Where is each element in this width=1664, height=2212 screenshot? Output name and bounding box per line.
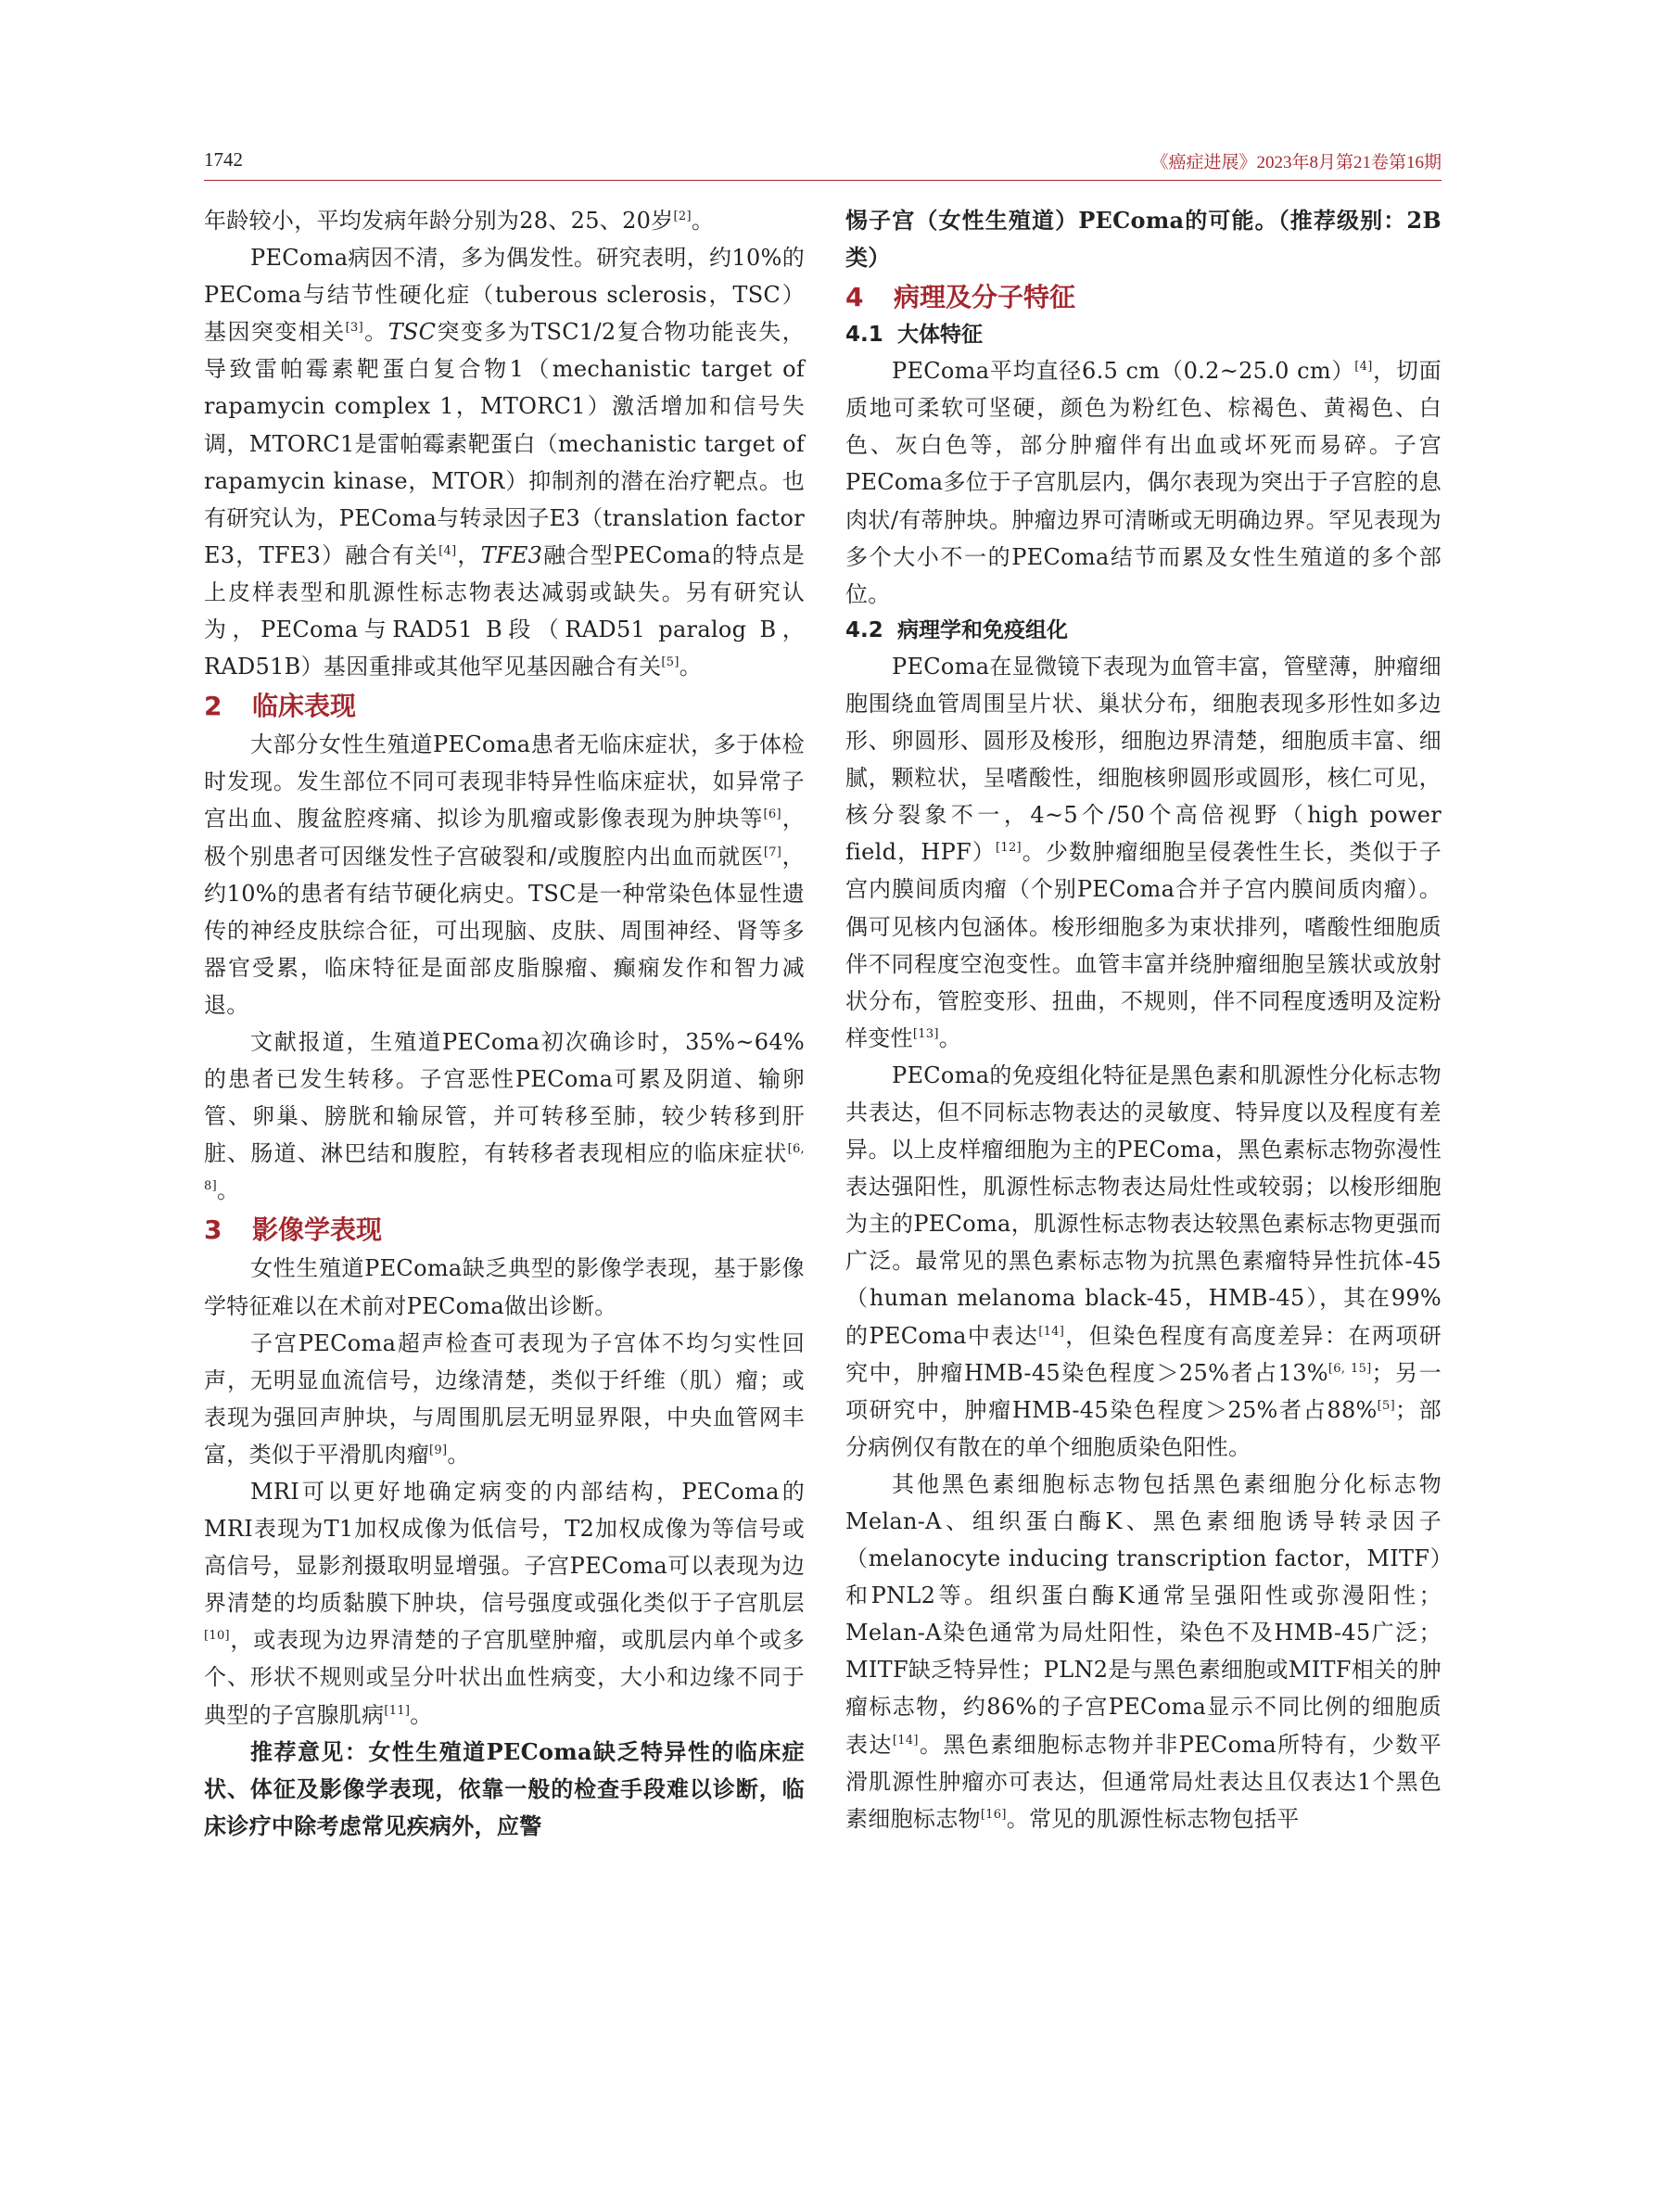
citation: [4] [438, 543, 457, 558]
citation: [6, 15] [1327, 1361, 1372, 1376]
citation: [4] [1354, 360, 1373, 375]
citation: [2] [673, 210, 692, 223]
recommendation-paragraph-continued: 惕子宫（女性生殖道）PEComa的可能。（推荐级别：2B类） [845, 207, 1442, 272]
citation: [10] [204, 1629, 230, 1644]
citation: [11] [384, 1703, 411, 1718]
paragraph: 其他黑色素细胞标志物包括黑色素细胞分化标志物Melan-A、组织蛋白酶K、黑色素细胞诱导转录因子（melanocyte inducing transcription factor，MITF）和PNL2等。组织蛋白酶K通常呈强阳性或弥漫阳性；Melan-A染色通常为局灶阳性，染色不及HMB-45广泛；MITF缺乏特异性；PLN2是与黑色素细胞或MITF相关的肿瘤标志物，约86%的子宫PEComa显示不同比例的细胞质表达[14]。黑色素细胞标志物并非PEComa所特有，少数平滑肌源性肿瘤亦可表达，但通常局灶表达且仅表达1个黑色素细胞标志物[16]。常见的肌源性标志物包括平 [845, 1470, 1442, 1832]
gene-name: TFE3 [480, 541, 543, 568]
recommendation-paragraph: 推荐意见：女性生殖道PEComa缺乏特异性的临床症状、体征及影像学表现，依靠一般的检查手段难以诊断，临床诊疗中除考虑常见疾病外，应警 [204, 1737, 805, 1839]
paragraph: 年龄较小，平均发病年龄分别为28、25、20岁[2]。 [204, 208, 715, 234]
citation: [5] [1377, 1398, 1395, 1413]
paragraph: PEComa的免疫组化特征是黑色素和肌源性分化标志物共表达，但不同标志物表达的灵敏度、特异度以及程度有差异。以上皮样瘤细胞为主的PEComa，黑色素标志物弥漫性表达强阳性，肌源性标志物表达局灶性或较弱；以梭形细胞为主的PEComa，肌源性标志物表达较黑色素标志物更强而广泛。最常见的黑色素标志物为抗黑色素瘤特异性抗体-45（human melanoma black-45，HMB-45），其在99%的PEComa中表达[14]，但染色程度有高度差异：在两项研究中，肿瘤HMB-45染色程度＞25%者占13%[6, 15]；另一项研究中，肿瘤HMB-45染色程度＞25%者占88%[5]；部分病例仅有散在的单个细胞质染色阳性。 [845, 1062, 1442, 1460]
left-column [204, 202, 805, 1845]
citation: [6] [763, 807, 781, 822]
right-column [845, 202, 1442, 1837]
paragraph: 子宫PEComa超声检查可表现为子宫体不均匀实性回声，无明显血流信号，边缘清楚，类似于纤维（肌）瘤；或表现为强回声肿块，与周围肌层无明显界限，中央血管网丰富，类似于平滑肌肉瘤[9]。 [204, 1329, 805, 1468]
subsection-heading: 4.1 大体特征 [845, 323, 983, 348]
page-number: 1742 [204, 148, 243, 171]
paragraph: PEComa病因不清，多为偶发性。研究表明，约10%的PEComa与结节性硬化症（tuberous sclerosis，TSC）基因突变相关[3]。TSC突变多为TSC1/2复合物功能丧失，导致雷帕霉素靶蛋白复合物1（mechanistic target of rapamycin complex 1，MTORC1）激活增加和信号失调，MTORC1是雷帕霉素靶蛋白（mechanistic target of rapamycin kinase，MTOR）抑制剂的潜在治疗靶点。也有研究认为，PEComa与转录因子E3（translation factor E3，TFE3）融合有关[4]，TFE3融合型PEComa的特点是上皮样表型和肌源性标志物表达减弱或缺失。另有研究认为，PEComa与RAD51 B段（RAD51 paralog B，RAD51B）基因重排或其他罕见基因融合有关[5]。 [204, 245, 805, 680]
gene-name: TSC [387, 319, 437, 346]
section-heading: 3 影像学表现 [204, 1214, 383, 1246]
paragraph: MRI可以更好地确定病变的内部结构，PEComa的MRI表现为T1加权成像为低信号，T2加权成像为等信号或高信号，显影剂摄取明显增强。子宫PEComa可以表现为边界清楚的均质黏膜下肿块，信号强度或强化类似于子宫肌层[10]，或表现为边界清楚的子宫肌壁肿瘤，或肌层内单个或多个、形状不规则或呈分叶状出血性病变，大小和边缘不同于典型的子宫腺肌病[11]。 [204, 1479, 805, 1728]
paragraph: 女性生殖道PEComa缺乏典型的影像学表现，基于影像学特征难以在术前对PEComa做出诊断。 [204, 1255, 805, 1319]
section-heading: 2 临床表现 [204, 691, 357, 722]
paragraph: PEComa在显微镜下表现为血管丰富，管壁薄，肿瘤细胞围绕血管周围呈片状、巢状分布，细胞表现多形性如多边形、卵圆形、圆形及梭形，细胞边界清楚，细胞质丰富、细腻，颗粒状，呈嗜酸性，细胞核卵圆形或圆形，核仁可见，核分裂象不一，4~5个/50个高倍视野（high power field，HPF）[12]。少数肿瘤细胞呈侵袭性生长，类似于子宫内膜间质肉瘤（个别PEComa合并子宫内膜间质肉瘤）。偶可见核内包涵体。梭形细胞多为束状排列，嗜酸性细胞质伴不同程度空泡变性。血管丰富并绕肿瘤细胞呈簇状或放射状分布，管腔变形、扭曲，不规则，伴不同程度透明及淀粉样变性[13]。 [845, 653, 1442, 1051]
subsection-heading: 4.2 病理学和免疫组化 [845, 617, 1068, 642]
header-rule [204, 180, 1442, 181]
paragraph: 大部分女性生殖道PEComa患者无临床症状，多于体检时发现。发生部位不同可表现非特异性临床症状，如异常子宫出血、腹盆腔疼痛、拟诊为肌瘤或影像表现为肿块等[6]，极个别患者可因继发性子宫破裂和/或腹腔内出血而就医[7]，约10%的患者有结节硬化病史。TSC是一种常染色体显性遗传的神经皮肤综合征，可出现脑、皮肤、周围神经、肾等多器官受累，临床特征是面部皮脂腺瘤、癫痫发作和智力减退。 [204, 731, 805, 1018]
running-header [204, 148, 1442, 180]
section-heading: 4 病理及分子特征 [845, 282, 1076, 313]
citation: [13] [912, 1026, 939, 1041]
citation: [14] [892, 1733, 919, 1748]
citation: [6, 8] [204, 1142, 805, 1194]
paragraph: PEComa平均直径6.5 cm（0.2~25.0 cm）[4]，切面质地可柔软可坚硬，颜色为粉红色、棕褐色、黄褐色、白色、灰白色等，部分肿瘤伴有出血或坏死而易碎。子宫PEComa多位于子宫肌层内，偶尔表现为突出于子宫腔的息肉状/有蒂肿块。肿瘤边界可清晰或无明确边界。罕见表现为多个大小不一的PEComa结节而累及女性生殖道的多个部位。 [845, 358, 1442, 607]
citation: [9] [429, 1443, 448, 1457]
citation: [3] [345, 321, 363, 336]
citation: [7] [763, 845, 782, 859]
citation: [12] [996, 841, 1022, 856]
paragraph: 文献报道，生殖道PEComa初次确诊时，35%~64%的患者已发生转移。子宫恶性PEComa可累及阴道、输卵管、卵巢、膀胱和输尿管，并可转移至肺，较少转移到肝脏、肠道、淋巴结和腹腔，有转移者表现相应的临床症状[6, 8]。 [204, 1028, 805, 1204]
citation: [5] [661, 655, 680, 670]
citation: [14] [1038, 1324, 1065, 1339]
journal-citation: 《癌症进展》2023年8月第21卷第16期 [1150, 153, 1442, 172]
citation: [16] [980, 1807, 1007, 1822]
